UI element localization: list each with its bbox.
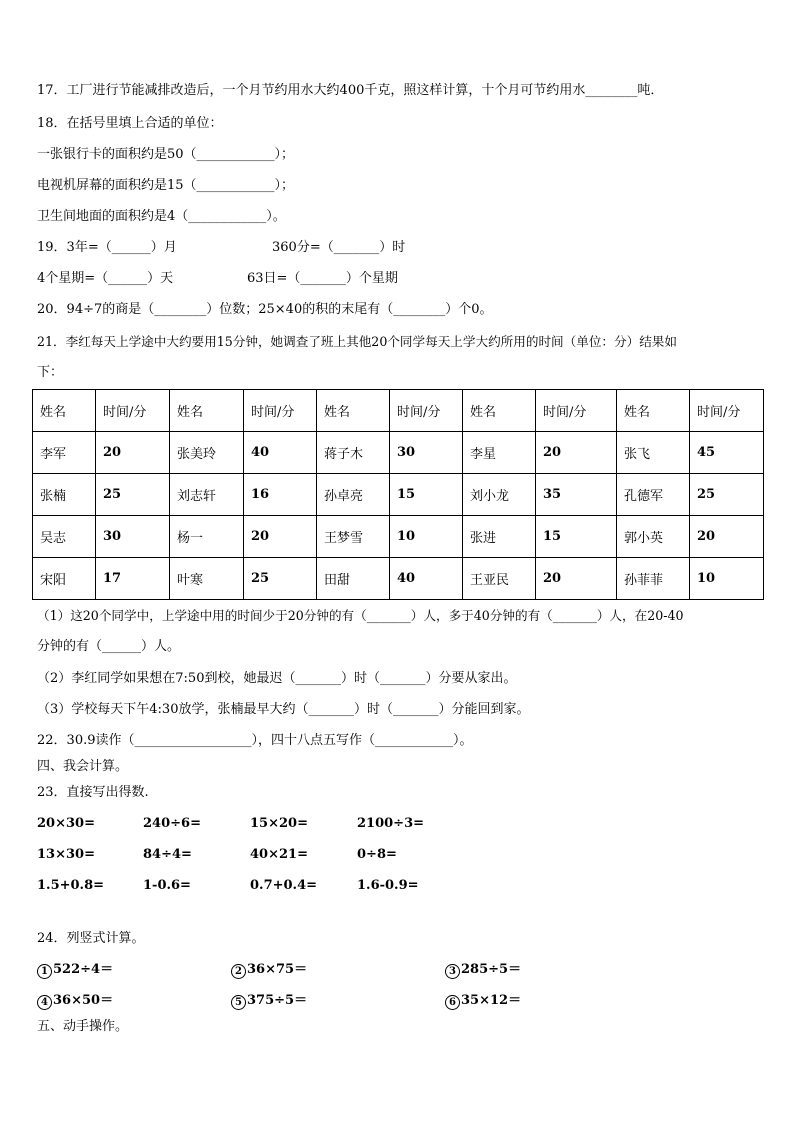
time-cell: 40 <box>244 432 317 474</box>
vertical-calc-expr: 36×50＝ <box>53 993 114 1008</box>
name-cell: 郭小英 <box>617 516 690 558</box>
name-cell: 孙菲菲 <box>617 558 690 600</box>
vertical-calc-expr: 35×12＝ <box>461 993 522 1008</box>
question-21-sub2: （2）李红同学如果想在7:50到校，她最迟（_______）时（_______）分要从家出。 <box>37 671 517 686</box>
circled-number: 3 <box>445 964 460 979</box>
vertical-calc-item-1 <box>37 961 113 979</box>
header-cell: 时间/分 <box>96 390 170 432</box>
vertical-calc-expr: 522÷4＝ <box>53 962 114 977</box>
header-cell: 姓名 <box>463 390 536 432</box>
table-row <box>33 474 764 516</box>
question-18-item-1: 一张银行卡的面积约是50（____________）； <box>37 147 295 162</box>
question-23-title: 23．直接写出得数. <box>37 785 149 800</box>
vertical-calc-expr: 375÷5＝ <box>247 993 308 1008</box>
header-cell: 时间/分 <box>390 390 463 432</box>
header-cell: 姓名 <box>170 390 244 432</box>
question-17: 17．工厂进行节能减排改造后，一个月节约用水大约400千克，照这样计算，十个月可节约用水________吨． <box>37 83 664 98</box>
time-cell: 15 <box>536 516 617 558</box>
time-cell: 30 <box>390 432 463 474</box>
calc-item: 1.6-0.9= <box>357 878 419 893</box>
calc-item: 1-0.6= <box>143 878 191 893</box>
question-19-row1-left: 19．3年=（______）月 <box>37 240 177 255</box>
circled-number: 5 <box>231 995 246 1010</box>
header-cell: 时间/分 <box>244 390 317 432</box>
question-19-row2-left: 4个星期=（______）天 <box>37 271 174 286</box>
table-row <box>33 432 764 474</box>
time-cell: 17 <box>96 558 170 600</box>
name-cell: 田甜 <box>317 558 390 600</box>
calc-item: 240÷6= <box>143 816 201 831</box>
question-20: 20．94÷7的商是（________）位数；25×40的积的末尾有（________）个0。 <box>37 302 493 317</box>
section-5-title: 五、动手操作。 <box>37 1019 129 1034</box>
time-cell: 20 <box>690 516 764 558</box>
question-18-item-2: 电视机屏幕的面积约是15（____________）； <box>37 178 295 193</box>
question-18-title: 18．在括号里填上合适的单位： <box>37 116 223 131</box>
header-cell: 姓名 <box>317 390 390 432</box>
table-header-row <box>33 390 764 432</box>
question-21-intro-line2: 下： <box>37 365 64 380</box>
name-cell: 宋阳 <box>33 558 96 600</box>
time-cell: 25 <box>690 474 764 516</box>
time-cell: 20 <box>244 516 317 558</box>
time-cell: 20 <box>536 558 617 600</box>
question-18-item-3: 卫生间地面的面积约是4（____________）。 <box>37 209 286 224</box>
vertical-calc-item-4 <box>37 992 113 1010</box>
time-cell: 10 <box>390 516 463 558</box>
time-cell: 25 <box>96 474 170 516</box>
name-cell: 叶寒 <box>170 558 244 600</box>
calc-item: 84÷4= <box>143 847 192 862</box>
time-cell: 45 <box>690 432 764 474</box>
name-cell: 吴志 <box>33 516 96 558</box>
time-cell: 16 <box>244 474 317 516</box>
question-21-sub1-line2: 分钟的有（______）人。 <box>37 639 181 654</box>
header-cell: 时间/分 <box>536 390 617 432</box>
table-row <box>33 516 764 558</box>
calc-item: 13×30= <box>37 847 95 862</box>
commute-time-table <box>32 389 764 600</box>
name-cell: 张进 <box>463 516 536 558</box>
question-21-intro-line1: 21．李红每天上学途中大约要用15分钟，她调查了班上其他20个同学每天上学大约所用的时间（单位：分）结果如 <box>37 334 677 349</box>
calc-item: 0.7+0.4= <box>250 878 318 893</box>
circled-number: 2 <box>231 964 246 979</box>
name-cell: 王梦雪 <box>317 516 390 558</box>
vertical-calc-expr: 36×75＝ <box>247 962 308 977</box>
calc-item: 15×20= <box>250 816 308 831</box>
time-cell: 35 <box>536 474 617 516</box>
name-cell: 张飞 <box>617 432 690 474</box>
vertical-calc-item-6 <box>445 992 521 1010</box>
header-cell: 姓名 <box>33 390 96 432</box>
section-4-title: 四、我会计算。 <box>37 759 129 774</box>
circled-number: 1 <box>37 964 52 979</box>
calc-item: 40×21= <box>250 847 308 862</box>
vertical-calc-item-5 <box>231 992 307 1010</box>
name-cell: 李军 <box>33 432 96 474</box>
header-cell: 姓名 <box>617 390 690 432</box>
circled-number: 6 <box>445 995 460 1010</box>
time-cell: 40 <box>390 558 463 600</box>
time-cell: 20 <box>536 432 617 474</box>
name-cell: 张楠 <box>33 474 96 516</box>
vertical-calc-expr: 285÷5＝ <box>461 962 522 977</box>
header-cell: 时间/分 <box>690 390 764 432</box>
question-24-title: 24．列竖式计算。 <box>37 931 145 946</box>
calc-item: 1.5+0.8= <box>37 878 105 893</box>
question-21-sub1-line1: （1）这20个同学中，上学途中用的时间少于20分钟的有（_______）人，多于40分钟的有（_______）人，在20-40 <box>37 608 684 623</box>
name-cell: 刘小龙 <box>463 474 536 516</box>
question-19-row2-right: 63日=（_______）个星期 <box>247 271 398 286</box>
vertical-calc-item-3 <box>445 961 521 979</box>
question-19-row1-right: 360分=（_______）时 <box>272 240 406 255</box>
question-21-sub3: （3）学校每天下午4:30放学，张楠最早大约（_______）时（_______）分能回到家。 <box>37 702 530 717</box>
name-cell: 王亚民 <box>463 558 536 600</box>
name-cell: 张美玲 <box>170 432 244 474</box>
calc-item: 2100÷3= <box>357 816 425 831</box>
time-cell: 15 <box>390 474 463 516</box>
name-cell: 蒋子木 <box>317 432 390 474</box>
time-cell: 20 <box>96 432 170 474</box>
name-cell: 刘志轩 <box>170 474 244 516</box>
calc-item: 20×30= <box>37 816 95 831</box>
circled-number: 4 <box>37 995 52 1010</box>
name-cell: 杨一 <box>170 516 244 558</box>
table-row <box>33 558 764 600</box>
time-cell: 10 <box>690 558 764 600</box>
vertical-calc-item-2 <box>231 961 307 979</box>
calc-item: 0÷8= <box>357 847 397 862</box>
time-cell: 25 <box>244 558 317 600</box>
name-cell: 孙卓亮 <box>317 474 390 516</box>
time-cell: 30 <box>96 516 170 558</box>
name-cell: 李星 <box>463 432 536 474</box>
question-22: 22．30.9读作（__________________），四十八点五写作（____________）。 <box>37 733 473 748</box>
name-cell: 孔德军 <box>617 474 690 516</box>
